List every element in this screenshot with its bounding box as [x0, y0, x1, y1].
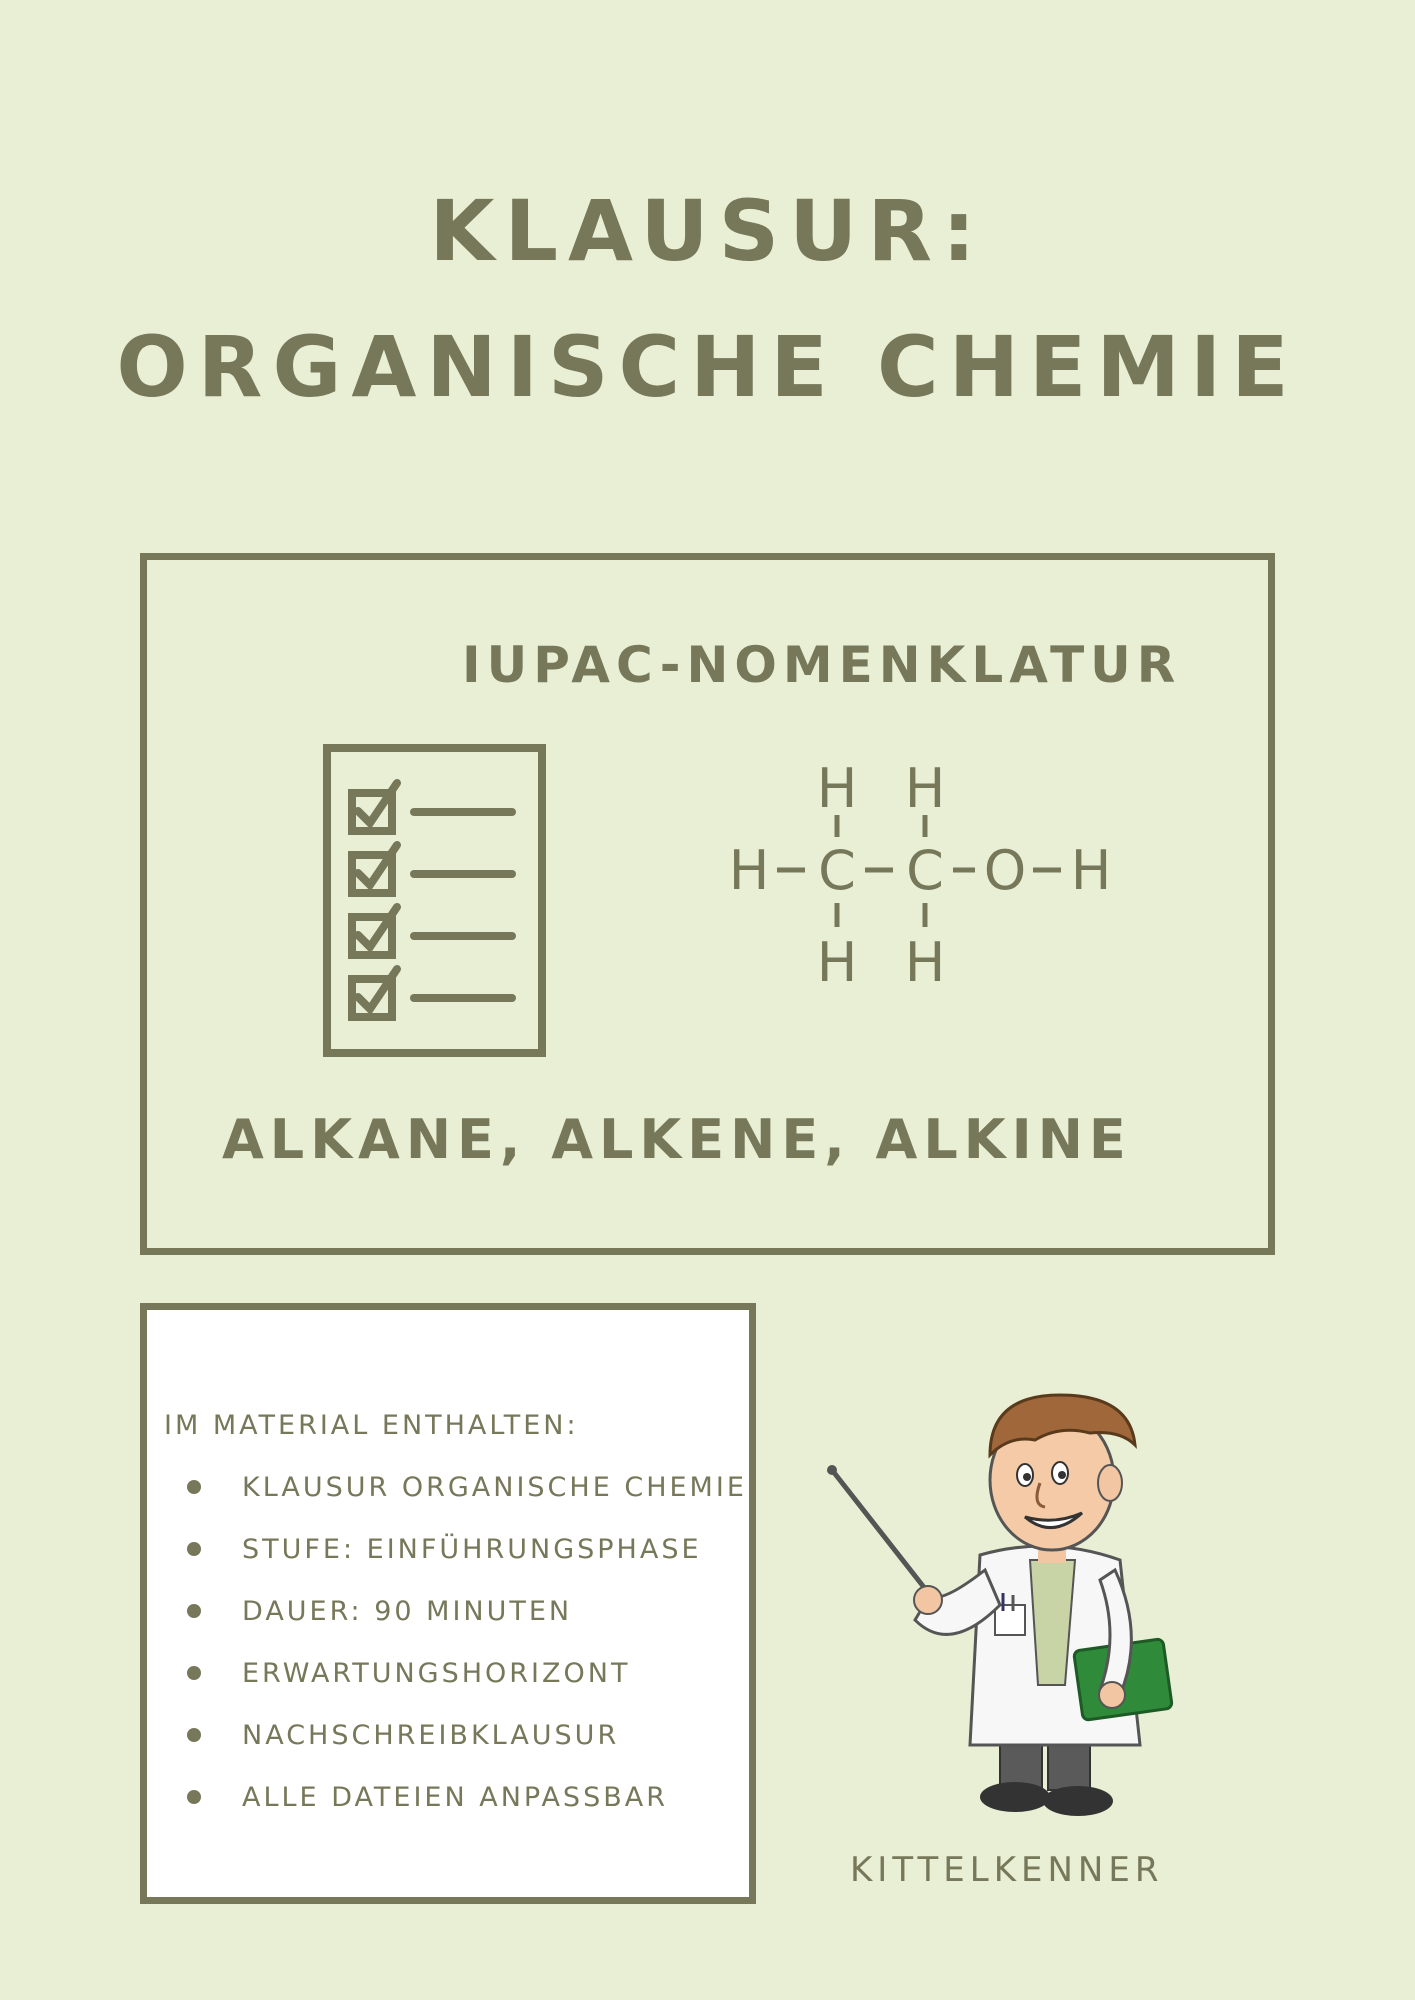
atom-o: O: [983, 839, 1027, 902]
atom-c-1: C: [818, 839, 856, 902]
list-item: KLAUSUR ORGANISCHE CHEMIE: [187, 1470, 747, 1532]
scientist-mascot: [820, 1355, 1180, 1835]
list-item: STUFE: EINFÜHRUNGSPHASE: [187, 1532, 747, 1594]
brand-name: KITTELKENNER: [850, 1850, 1164, 1890]
list-item: DAUER: 90 MINUTEN: [187, 1594, 747, 1656]
checklist-icon: [322, 743, 552, 1063]
list-item: ALLE DATEIEN ANPASSBAR: [187, 1780, 747, 1842]
title-line-1: KLAUSUR:: [429, 182, 986, 280]
atom-h-bottom-1: H: [816, 931, 858, 994]
atom-c-2: C: [906, 839, 944, 902]
bullet-icon: [187, 1790, 201, 1804]
list-item: NACHSCHREIBKLAUSUR: [187, 1718, 747, 1780]
atom-h-right: H: [1070, 839, 1112, 902]
topic-box: [140, 553, 1275, 1255]
atom-h-top-2: H: [904, 757, 946, 820]
bullet-icon: [187, 1728, 201, 1742]
bullet-icon: [187, 1480, 201, 1494]
topic-footer: ALKANE, ALKENE, ALKINE: [222, 1108, 1132, 1171]
bullet-icon: [187, 1542, 201, 1556]
material-box: [140, 1303, 756, 1904]
atom-h-left: H: [728, 839, 770, 902]
title-line-2: ORGANISCHE CHEMIE: [116, 318, 1299, 416]
list-item: ERWARTUNGSHORIZONT: [187, 1656, 747, 1718]
bullet-icon: [187, 1666, 201, 1680]
bullet-icon: [187, 1604, 201, 1618]
atom-h-top-1: H: [816, 757, 858, 820]
atom-h-bottom-2: H: [904, 931, 946, 994]
material-list: [187, 1470, 747, 1842]
material-heading: IM MATERIAL ENTHALTEN:: [164, 1410, 579, 1441]
ethanol-structure: [727, 755, 1147, 1015]
topic-heading: IUPAC-NOMENKLATUR: [462, 636, 1182, 694]
